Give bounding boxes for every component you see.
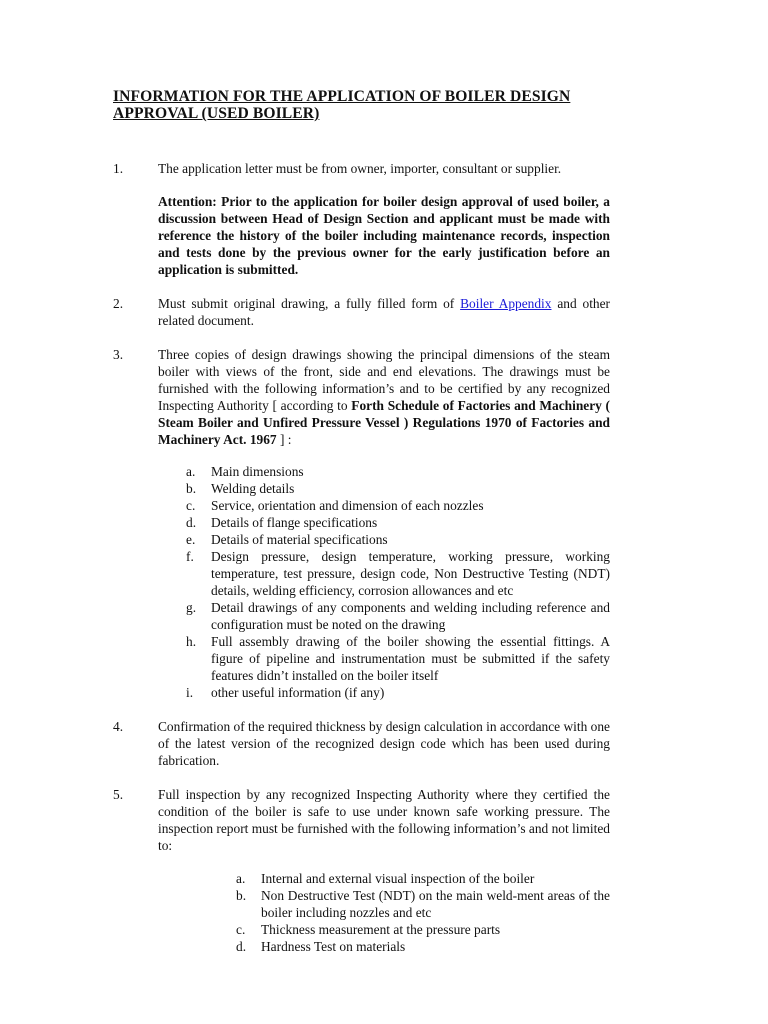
- item-number: 3.: [113, 347, 124, 362]
- list-text: Internal and external visual inspection of the boiler: [261, 871, 535, 886]
- list-text: Thickness measurement at the pressure parts: [261, 922, 501, 937]
- list-letter: f.: [186, 549, 194, 564]
- list-item: [186, 514, 610, 531]
- list-letter: d.: [186, 515, 197, 530]
- list-item: [186, 497, 610, 514]
- list-item: [186, 633, 610, 684]
- item-number: 4.: [113, 719, 124, 734]
- item-number: 1.: [113, 161, 124, 176]
- list-text: Full assembly drawing of the boiler showing the essential fittings. A figure of pipeline and instrumentation must be submitted if the safety features didn’t installed on the boiler itself: [211, 634, 610, 683]
- item-text: Confirmation of the required thickness by design calculation in accordance with one of the latest version of the recognized design code which has been used during fabrication.: [158, 719, 610, 768]
- list-letter: a.: [186, 464, 196, 479]
- list-item: [236, 938, 610, 955]
- list-letter: d.: [236, 939, 247, 954]
- list-letter: e.: [186, 532, 196, 547]
- list-text: Welding details: [211, 481, 295, 496]
- list-letter: c.: [186, 498, 196, 513]
- list-item: [186, 480, 610, 497]
- item-text-after: and other related document.: [158, 296, 611, 328]
- item-text: Full inspection by any recognized Inspecting Authority where they certified the condition of the boiler is safe to use under known safe working pressure. The inspection report must be furnished with the following information’s and not limited to:: [158, 787, 610, 853]
- boiler-appendix-link[interactable]: Boiler Appendix: [460, 296, 552, 311]
- list-item: [236, 887, 610, 921]
- list-letter: b.: [236, 888, 247, 903]
- list-item: [186, 531, 610, 548]
- list-letter: i.: [186, 685, 194, 700]
- item-text-after: ] :: [276, 432, 292, 447]
- list-letter: a.: [236, 871, 246, 886]
- item-text: The application letter must be from owner, importer, consultant or supplier.: [158, 161, 562, 176]
- sublist: [186, 463, 610, 701]
- item-text: [158, 346, 610, 448]
- item-number: 5.: [113, 787, 124, 802]
- list-text: Details of flange specifications: [211, 515, 378, 530]
- list-item: [186, 548, 610, 599]
- item-text-before: Three copies of design drawings showing the principal dimensions of the steam boiler with views of the front, side and end elevations. The drawings must be furnished with the following information’s and to be certified by any recognized Inspecting Authority [ according to: [158, 347, 610, 413]
- regulation-reference: Forth Schedule of Factories and Machinery ( Steam Boiler and Unfired Pressure Vessel ) Regulations 1970 of Factories and Machinery Act. 1967: [158, 398, 611, 447]
- list-text: Detail drawings of any components and welding including reference and configuration must be noted on the drawing: [211, 600, 610, 632]
- list-text: Service, orientation and dimension of each nozzles: [211, 498, 484, 513]
- list-letter: b.: [186, 481, 197, 496]
- list-text: Design pressure, design temperature, working pressure, working temperature, test pressure, design code, Non Destructive Testing (NDT) details, welding efficiency, corrosion allowances and etc: [211, 549, 610, 598]
- list-item: [186, 599, 610, 633]
- document-title: INFORMATION FOR THE APPLICATION OF BOILER DESIGN APPROVAL (USED BOILER): [113, 88, 571, 122]
- list-item: [186, 463, 610, 480]
- list-letter: c.: [236, 922, 246, 937]
- sublist: [236, 870, 610, 955]
- list-item: [236, 921, 610, 938]
- list-item: [186, 684, 610, 701]
- item-text-before: Must submit original drawing, a fully filled form of: [158, 296, 461, 311]
- list-text: Hardness Test on materials: [261, 939, 406, 954]
- list-text: Details of material specifications: [211, 532, 388, 547]
- list-text: Main dimensions: [211, 464, 304, 479]
- list-text: Non Destructive Test (NDT) on the main weld-ment areas of the boiler including nozzles and etc: [261, 888, 610, 920]
- item-text: [158, 295, 610, 329]
- list-letter: h.: [186, 634, 197, 649]
- list-item: [236, 870, 610, 887]
- item-number: 2.: [113, 296, 124, 311]
- list-letter: g.: [186, 600, 197, 615]
- list-text: other useful information (if any): [211, 685, 385, 700]
- attention-note: Attention: Prior to the application for boiler design approval of used boiler, a discussion between Head of Design Section and applicant must be made with reference the history of the boiler including maintenance records, inspection and tests done by the previous owner for the early justification before an application is submitted.: [158, 194, 610, 277]
